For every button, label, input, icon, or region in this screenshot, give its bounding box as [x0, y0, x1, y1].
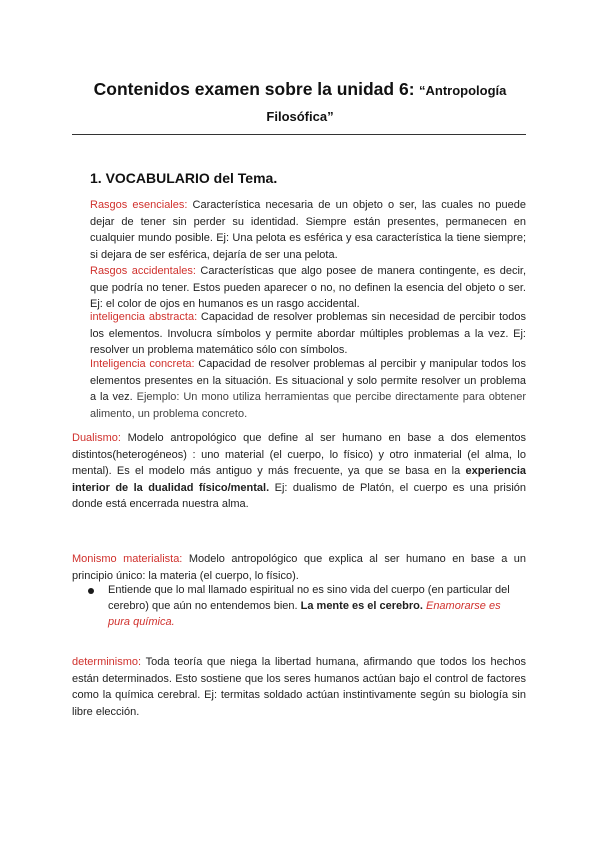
- document-title: [70, 76, 530, 130]
- dualismo-term: Dualismo:: [72, 432, 121, 444]
- dualismo-paragraph: [72, 430, 526, 513]
- dualismo-bold: experiencia interior de la dualidad físico/mental.: [72, 465, 526, 494]
- vocab-inteligencia-concreta: [90, 356, 526, 422]
- title-main: Contenidos examen sobre la unidad 6:: [93, 79, 415, 99]
- vocab-term: Rasgos esenciales:: [90, 199, 188, 211]
- bullet-icon: [88, 588, 94, 594]
- vocab-definition: Capacidad de resolver problemas al percibir y manipular todos los elementos presentes en la situación. Es situacional y solo permite resolver un problema a la vez.: [90, 358, 527, 403]
- title-quote: “Antropología: [418, 83, 507, 98]
- monismo-paragraph: [72, 551, 526, 584]
- vocab-term: Inteligencia concreta:: [90, 358, 195, 370]
- vocab-definition: Característica necesaria de un objeto o ser, las cuales no puede dejar de tener sin perder su identidad. Siempre están presentes, permanecen en cualquier mundo posible. Ej: Una pelota es esférica y esa característica la tiene siempre; si dejara de ser esférica, dejaría de ser una pelota.: [90, 199, 527, 261]
- vocab-term: inteligencia abstracta:: [90, 311, 198, 323]
- monismo-bullet-item: [108, 582, 518, 630]
- bullet-text: Entiende que lo mal llamado espiritual no es sino vida del cuerpo (en particular del cerebro) que aún no entendemos bien.: [108, 584, 510, 612]
- vocab-rasgos-accidentales: [90, 263, 526, 313]
- vocab-rasgos-esenciales: [90, 197, 526, 263]
- vocab-term: Rasgos accidentales:: [90, 265, 196, 277]
- dualismo-text: Modelo antropológico que define al ser humano en base a dos elementos distintos(heterogéneos) : uno material (el cuerpo, lo físico) y otro inmaterial (el alma, lo mental). Es el modelo más antiguo y más frecuente, ya que se basa en la: [72, 432, 526, 477]
- monismo-term: Monismo materialista:: [72, 553, 183, 565]
- title-divider: [72, 134, 526, 135]
- dualismo-text-end: Ej: dualismo de Platón, el cuerpo es una prisión donde está encerrada nuestra alma.: [72, 481, 526, 510]
- determinismo-paragraph: [72, 654, 526, 720]
- bullet-bold: La mente es el cerebro.: [300, 600, 423, 612]
- determinismo-text: Toda teoría que niega la libertad humana, afirmando que todos los hechos están determinados. Esto sostiene que los seres humanos actúan bajo el control de factores como la química cerebral. Ej: termitas soldado actúan instintivamente según su biología sin libre elección.: [72, 656, 526, 718]
- vocab-definition: Capacidad de resolver problemas sin necesidad de percibir todos los elementos. Involucra símbolos y permite abordar múltiples problemas a la vez. Ej: resolver un problema matemático sólo con símbolos.: [90, 311, 526, 356]
- vocab-example: Ejemplo: Un mono utiliza herramientas que percibe directamente para obtener alimento, un problema concreto.: [90, 391, 526, 420]
- bullet-red-italic: Enamorarse es pura química.: [108, 600, 501, 628]
- vocab-definition: Características que algo posee de manera contingente, es decir, que podría no tener. Estos pueden aparecer o no, no definen la esencia del objeto o ser. Ej: el color de ojos en humanos es un rasgo accidental.: [90, 265, 526, 310]
- monismo-text: Modelo antropológico que explica al ser humano en base a un principio único: la materia (el cuerpo, lo físico).: [72, 553, 527, 582]
- section-heading: 1. VOCABULARIO del Tema.: [90, 170, 278, 186]
- determinismo-term: determinismo:: [72, 656, 142, 668]
- vocab-inteligencia-abstracta: [90, 309, 526, 359]
- title-line2: Filosófica”: [266, 109, 334, 124]
